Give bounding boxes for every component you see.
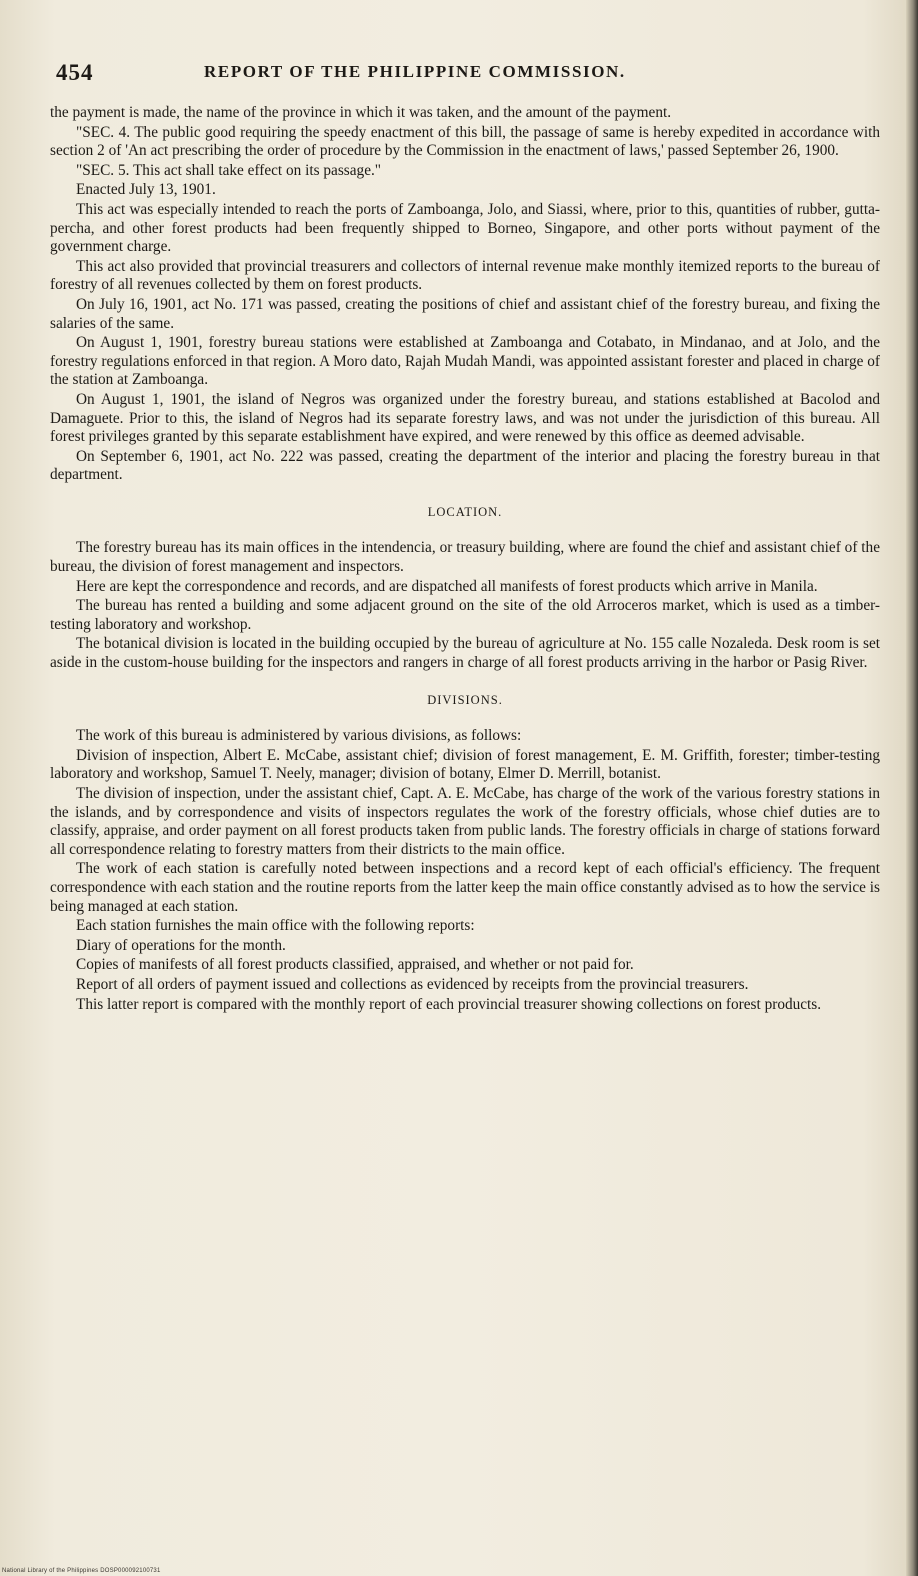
paragraph: The botanical division is located in the building occupied by the bureau of agriculture at No. 155 calle Nozaleda. Desk room is set aside in the custom-house building for the inspectors and rangers in charge of all forest products arriving in the harbor or Pasig River. xyxy=(50,635,880,672)
page-header xyxy=(56,60,856,92)
paragraph: Here are kept the correspondence and records, and are dispatched all manifests of forest products which arrive in Manila. xyxy=(76,577,818,595)
paragraph: This act also provided that provincial treasurers and collectors of internal revenue make monthly itemized reports to the bureau of forestry of all revenues collected by them on forest products. xyxy=(50,257,880,294)
section-heading-divisions: DIVISIONS. xyxy=(427,692,503,707)
paragraph: Report of all orders of payment issued and collections as evidenced by receipts from the provincial treasurers. xyxy=(76,975,749,993)
paragraph: Diary of operations for the month. xyxy=(76,936,286,954)
paragraph: This act was especially intended to reach the ports of Zamboanga, Jolo, and Siassi, where, prior to this, quantities of rubber, gutta-percha, and other forest products had been frequently shipped to Borneo, Singapore, and other ports without payment of the government charge. xyxy=(50,200,880,256)
paragraph: On August 1, 1901, the island of Negros was organized under the forestry bureau, and stations established at Bacolod and Damaguete. Prior to this, the island of Negros had its separate forestry laws, and was not under the jurisdiction of this bureau. All forest privileges granted by this separate establishment have expired, and were renewed by this office as deemed advisable. xyxy=(50,390,880,446)
paragraph: Each station furnishes the main office with the following reports: xyxy=(76,917,475,935)
scan-footer: National Library of the Philippines DOSP000092100731 xyxy=(2,1568,161,1574)
paragraph: On July 16, 1901, act No. 171 was passed, creating the positions of chief and assistant chief of the forestry bureau, and fixing the salaries of the same. xyxy=(50,295,880,332)
page-edge-shadow xyxy=(906,0,918,1576)
paragraph: Copies of manifests of all forest products classified, appraised, and whether or not paid for. xyxy=(76,956,634,974)
paragraph: The division of inspection, under the assistant chief, Capt. A. E. McCabe, has charge of the work of the various forestry stations in the islands, and by correspondence and visits of inspectors regulates the work of the forestry officials, whose chief duties are to classify, appraise, and order payment on all forest products taken from public lands. The forestry officials in charge of stations forward all correspondence relating to forestry matters from their districts to the main office. xyxy=(50,785,880,858)
page-number: 454 xyxy=(56,60,94,85)
paragraph: The work of each station is carefully noted between inspections and a record kept of each official's efficiency. The frequent correspondence with each station and the routine reports from the latter keep the main office constantly advised as to how the service is being managed at each station. xyxy=(50,860,880,915)
paragraph: On August 1, 1901, forestry bureau stations were established at Zamboanga and Cotabato, in Mindanao, and at Jolo, and the forestry regulations enforced in that region. A Moro dato, Rajah Mudah Mandi, was appointed assistant forester and placed in charge of the station at Zamboanga. xyxy=(50,334,880,389)
paragraph: The forestry bureau has its main offices in the intendencia, or treasury building, where are found the chief and assistant chief of the bureau, the division of forest management and inspectors. xyxy=(50,539,880,576)
running-head: REPORT OF THE PHILIPPINE COMMISSION. xyxy=(204,62,626,81)
paragraph: The bureau has rented a building and some adjacent ground on the site of the old Arroceros market, which is used as a timber-testing laboratory and workshop. xyxy=(50,597,880,633)
paragraph: This latter report is compared with the monthly report of each provincial treasurer showing collections on forest products. xyxy=(76,995,822,1013)
page-body xyxy=(50,104,880,1015)
paragraph: "SEC. 5. This act shall take effect on its passage." xyxy=(76,161,382,179)
paragraph: The work of this bureau is administered by various divisions, as follows: xyxy=(76,727,522,745)
paragraph: "SEC. 4. The public good requiring the speedy enactment of this bill, the passage of same is hereby expedited in accordance with section 2 of 'An act prescribing the order of procedure by the Commission in the enactment of laws,' passed September 26, 1900. xyxy=(50,123,880,160)
paragraph: Enacted July 13, 1901. xyxy=(76,181,216,199)
section-heading-location: LOCATION. xyxy=(427,504,503,519)
paragraph: the payment is made, the name of the province in which it was taken, and the amount of the payment. xyxy=(50,104,672,121)
paragraph: On September 6, 1901, act No. 222 was passed, creating the department of the interior and placing the forestry bureau in that department. xyxy=(50,447,880,484)
paragraph: Division of inspection, Albert E. McCabe, assistant chief; division of forest management, E. M. Griffith, forester; timber-testing laboratory and workshop, Samuel T. Neely, manager; division of botany, Elmer D. Merrill, botanist. xyxy=(50,746,880,783)
